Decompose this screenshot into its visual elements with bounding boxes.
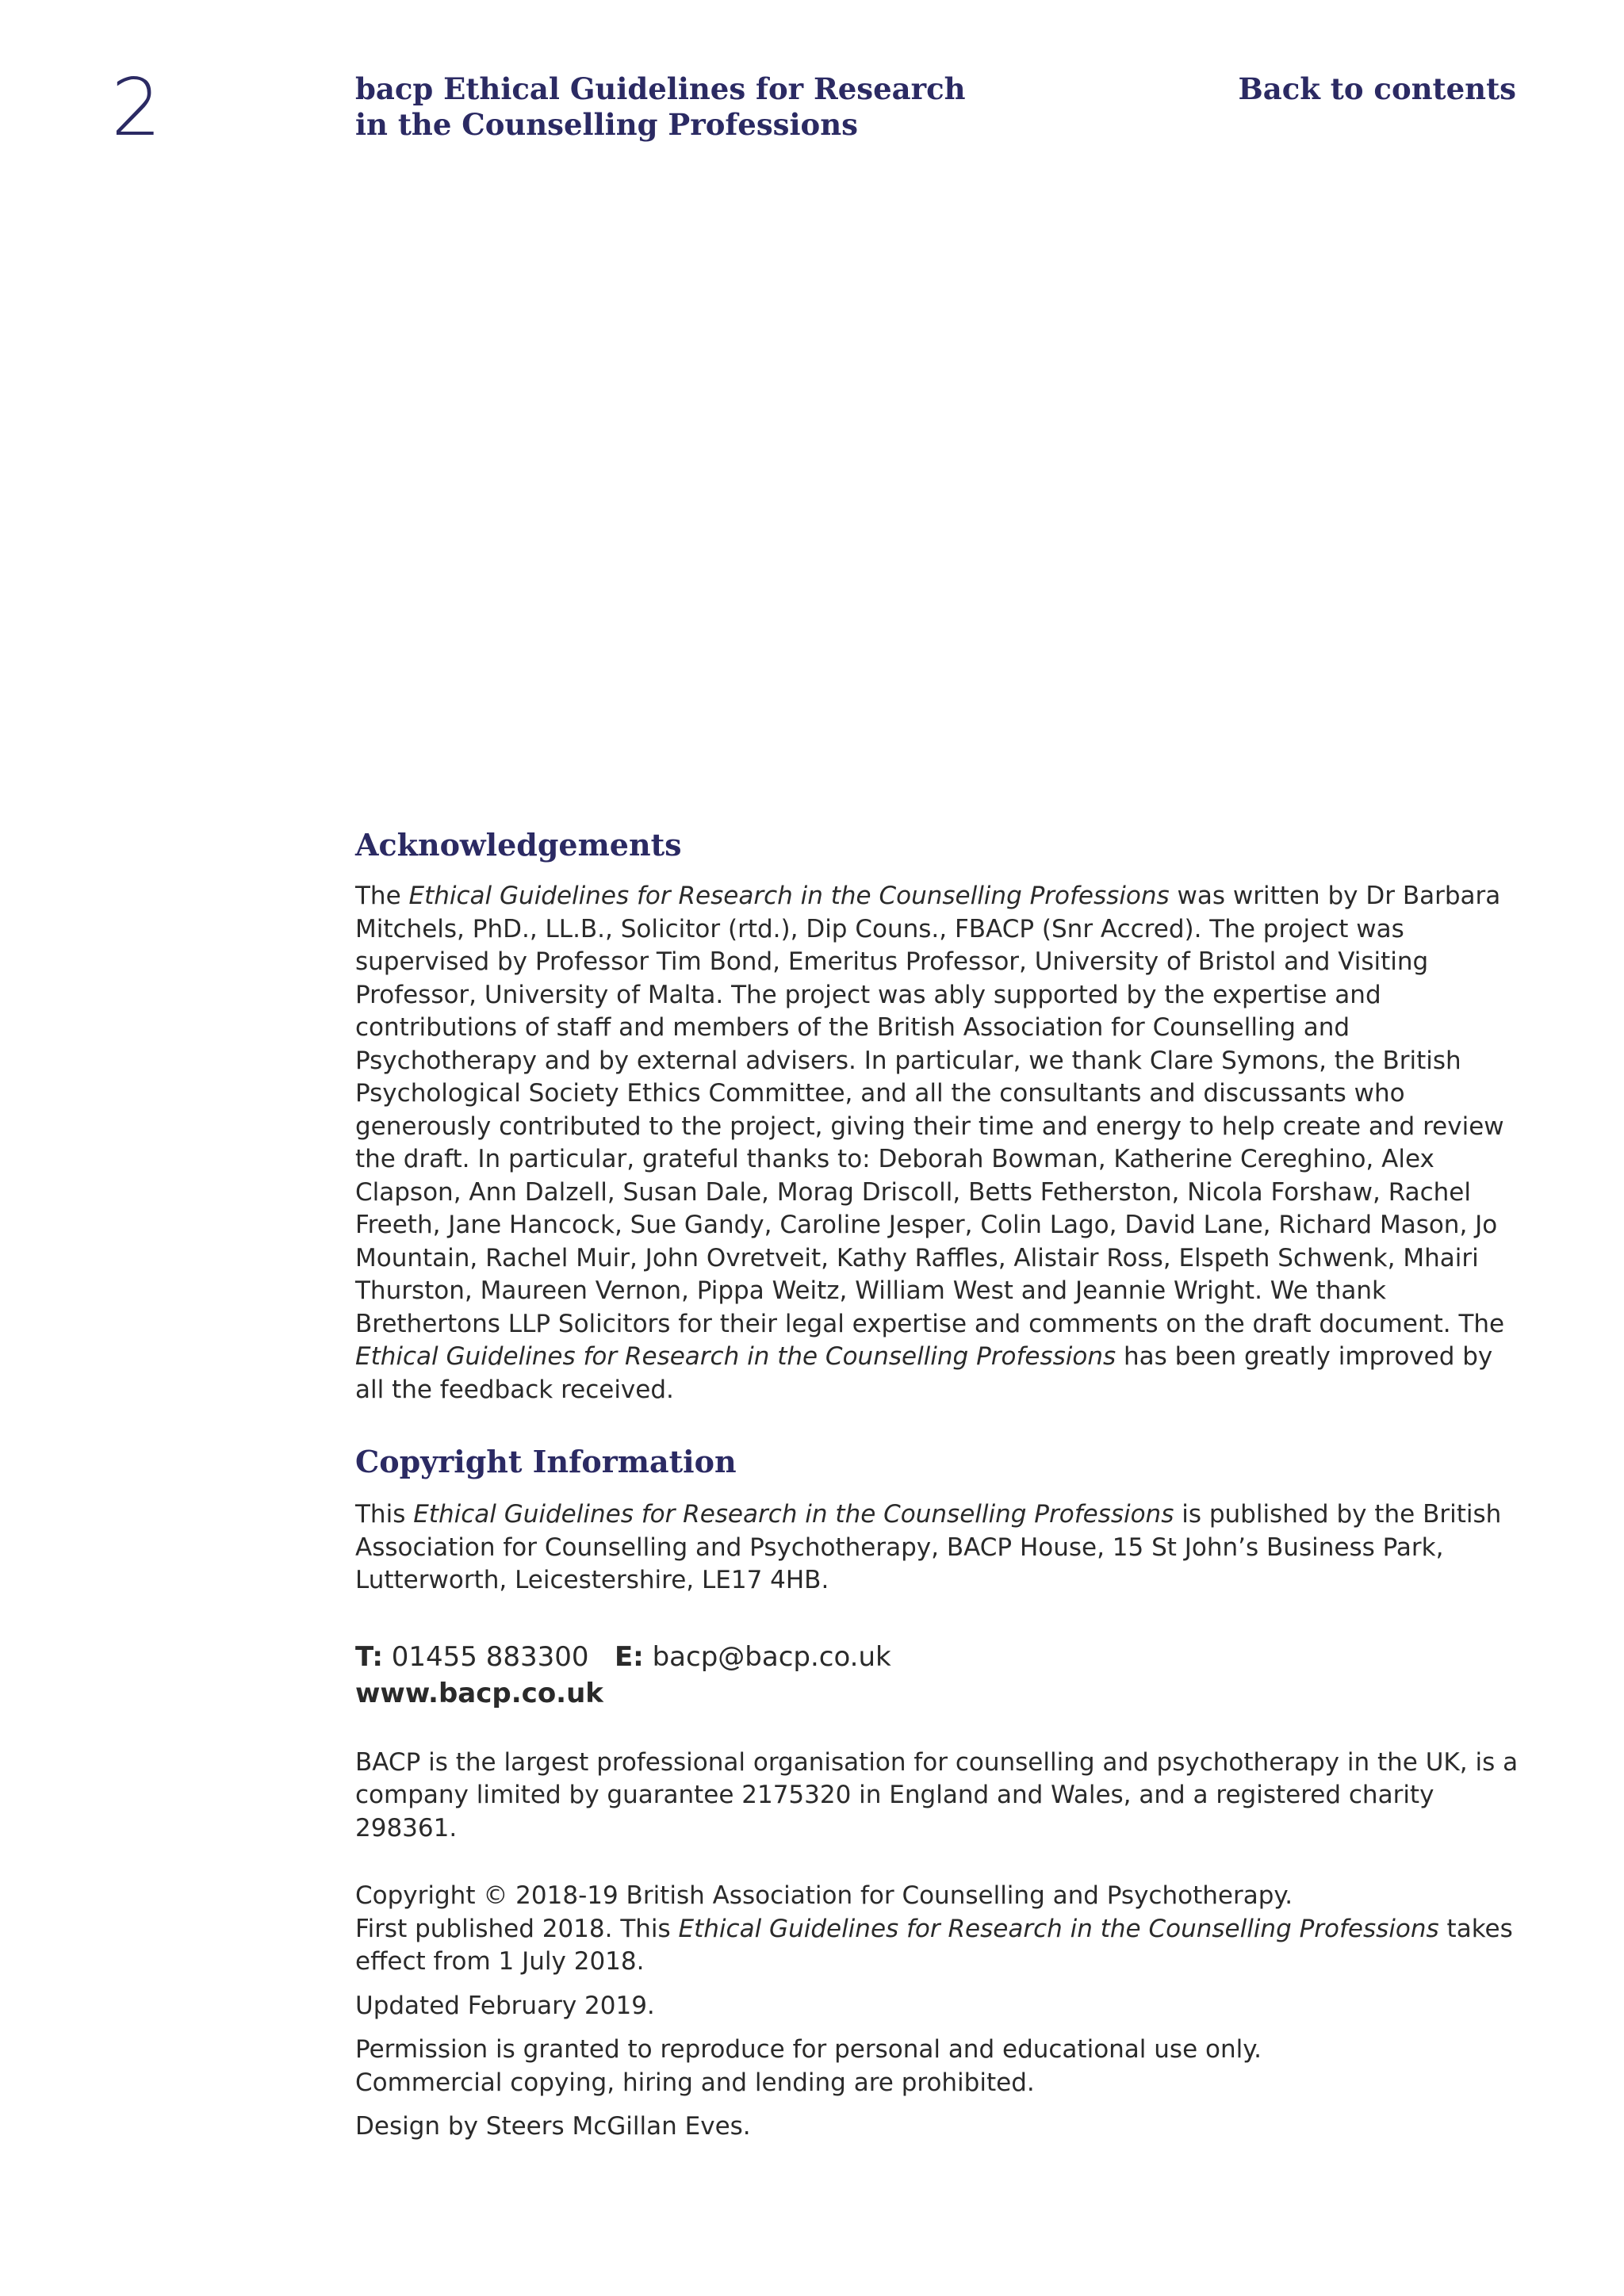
publisher-text-pre: This: [355, 1500, 414, 1529]
contact-line: [355, 1639, 1529, 1675]
page-content: [355, 825, 1529, 2144]
ack-publication-title-2: Ethical Guidelines for Research in the Counselling Professions: [355, 1342, 1116, 1371]
document-title: [355, 71, 966, 143]
permission-notice: [355, 2034, 1529, 2099]
ack-text-mid: was written by Dr Barbara Mitchels, PhD., LL.B., Solicitor (rtd.), Dip Couns., FBACP (Snr Accred). The project was supervised by Professor Tim Bond, Emeritus Professor, University of Bristol and Visiting Professor, University of Malta. The project was ably supported by the expertise and contributions of staff and members of the British Association for Counselling and Psychotherapy and by external advisers. In particular, we thank Clare Symons, the British Psychological Society Ethics Committee, and all the consultants and discussants who generously contributed to the project, giving their time and energy to help create and review the draft. In particular, grateful thanks to: Deborah Bowman, Katherine Cereghino, Alex Clapson, Ann Dalzell, Susan Dale, Morag Driscoll, Betts Fetherston, Nicola Forshaw, Rachel Freeth, Jane Hancock, Sue Gandy, Caroline Jesper, Colin Lago, David Lane, Richard Mason, Jo Mountain, Rachel Muir, John Ovretveit, Kathy Raffles, Alistair Ross, Elspeth Schwenk, Mhairi Thurston, Maureen Vernon, Pippa Weitz, William West and Jeannie Wright. We thank Brethertons LLP Solicitors for their legal expertise and comments on the draft document. The: [355, 882, 1505, 1338]
copyright-notice: [355, 1880, 1529, 1979]
document-title-line-2: in the Counselling Professions: [355, 107, 858, 142]
page-number: 2: [111, 61, 162, 154]
back-to-contents-link[interactable]: Back to contents: [1238, 71, 1516, 106]
ack-text-pre: The: [355, 882, 409, 910]
copyright-line: Copyright © 2018-19 British Association for Counselling and Psychotherapy.: [355, 1881, 1293, 1910]
acknowledgements-heading: Acknowledgements: [355, 827, 682, 863]
published-publication-title: Ethical Guidelines for Research in the Counselling Professions: [678, 1914, 1439, 1943]
acknowledgements-paragraph: [355, 880, 1529, 1406]
ack-publication-title: Ethical Guidelines for Research in the Counselling Professions: [408, 882, 1170, 910]
publisher-text-post: is published by the British Association for Counselling and Psychotherapy, BACP House, 15 St John’s Business Park, Lutterworth, Leicestershire, LE17 4HB.: [355, 1500, 1502, 1594]
document-title-line-1: bacp Ethical Guidelines for Research: [355, 71, 966, 106]
publisher-publication-title: Ethical Guidelines for Research in the Counselling Professions: [413, 1500, 1174, 1529]
website-link[interactable]: www.bacp.co.uk: [355, 1677, 603, 1709]
email-address[interactable]: bacp@bacp.co.uk: [652, 1640, 891, 1673]
published-text-post: takes effect from 1 July 2018.: [355, 1914, 1513, 1976]
copyright-heading: Copyright Information: [355, 1444, 737, 1479]
first-published-line: [355, 1913, 1529, 1979]
publisher-paragraph: [355, 1498, 1529, 1598]
design-credit: Design by Steers McGillan Eves.: [355, 2112, 751, 2141]
published-text-pre: First published 2018. This: [355, 1914, 679, 1943]
permission-line-1: Permission is granted to reproduce for personal and educational use only.: [355, 2035, 1262, 2064]
company-paragraph: BACP is the largest professional organisation for counselling and psychotherapy in the UK, is a company limited by guarantee 2175320 in England and Wales, and a registered charity 298361.: [355, 1747, 1519, 1843]
phone-number[interactable]: 01455 883300: [391, 1640, 589, 1673]
contact-details: [355, 1639, 1529, 1712]
ack-text-post: has been greatly improved by all the feedback received.: [355, 1342, 1493, 1404]
email-label: E:: [614, 1640, 644, 1673]
permission-line-2: Commercial copying, hiring and lending are prohibited.: [355, 2068, 1035, 2097]
updated-line: Updated February 2019.: [355, 1991, 655, 2020]
phone-label: T:: [355, 1640, 383, 1673]
